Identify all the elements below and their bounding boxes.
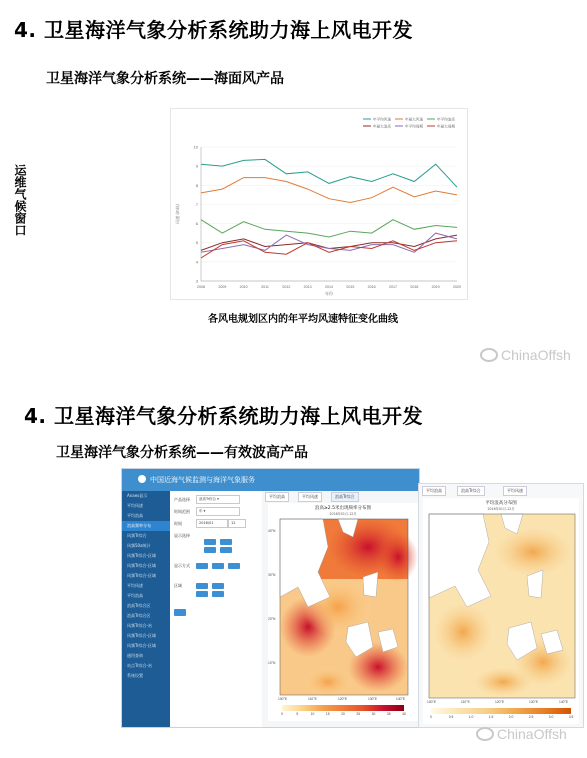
sidebar-item[interactable]: 风频Tr综合-区域 xyxy=(127,633,156,638)
line-chart-svg xyxy=(171,109,467,299)
x-tick-label: 2019 xyxy=(431,285,440,289)
colorbar-left xyxy=(282,705,404,711)
lon-label: 130°E xyxy=(529,700,539,704)
y-tick-label: 3 xyxy=(195,278,198,284)
colorbar-tick-label: 20 xyxy=(341,712,345,716)
colorbar-tick-label: 10 xyxy=(310,712,315,716)
map-subtitle: 2016年01月-12月 xyxy=(487,507,515,511)
sidebar-item[interactable]: 平均风速 xyxy=(127,503,143,508)
sidebar xyxy=(122,491,170,727)
map-area xyxy=(262,491,419,727)
sidebar-item[interactable]: 系统设置 xyxy=(127,673,143,678)
sidebar-item[interactable]: 风频Tr综合-区域 xyxy=(127,573,156,578)
lon-label: 140°E xyxy=(396,697,406,701)
sidebar-item[interactable]: 平均浪高 xyxy=(127,513,143,518)
panel-label: 产品选择 xyxy=(174,497,190,502)
panel-label: 显示方式 xyxy=(174,563,190,568)
x-tick-label: 2008 xyxy=(197,285,205,289)
lon-label: 140°E xyxy=(559,700,569,704)
section1-subtitle: 卫星海洋气象分析系统——海面风产品 xyxy=(46,71,284,87)
colorbar-tick-label: 2.5 xyxy=(528,715,534,719)
x-tick-label: 2015 xyxy=(346,285,355,289)
colorbar-tick-label: 0 xyxy=(430,715,432,719)
x-tick-label: 2014 xyxy=(325,285,333,289)
colorbar-tick-label: 1.0 xyxy=(468,715,474,719)
tab-wave-freq[interactable]: 浪高Tr综合 xyxy=(457,486,485,496)
avg-wave-map xyxy=(423,498,579,724)
region-button[interactable] xyxy=(196,583,208,589)
range-select[interactable]: 年 ▾ xyxy=(196,507,240,516)
colorbar-tick-label: 15 xyxy=(325,712,330,716)
region-button[interactable] xyxy=(212,591,224,597)
tab-avg-wave[interactable]: 平均浪高 xyxy=(422,486,446,496)
avg-wave-screenshot xyxy=(418,483,584,728)
app-logo-icon xyxy=(138,475,146,483)
sidebar-item[interactable]: 浪高Tr综合区 xyxy=(127,603,151,608)
map-title: 平均浪高分布图 xyxy=(485,501,517,506)
y-tick-label: 5 xyxy=(195,240,198,246)
panel-label: 区域 xyxy=(174,583,182,588)
sidebar-item[interactable]: 风频Tr综合-区域 xyxy=(127,563,156,568)
x-tick-label: 2010 xyxy=(239,285,248,289)
wechat-icon xyxy=(476,727,494,741)
series-line xyxy=(201,220,457,237)
legend-label: 年最大浪高 xyxy=(373,124,391,129)
sidebar-item[interactable]: 风频Tr综合-区域 xyxy=(127,553,156,558)
lon-label: 130°E xyxy=(368,697,378,701)
sidebar-item[interactable]: 平均浪高 xyxy=(127,593,143,598)
sidebar-item[interactable]: 通用查询 xyxy=(127,653,143,658)
sidebar-item[interactable]: 站点Tr综合-站 xyxy=(127,663,152,668)
colorbar-tick-label: 40 xyxy=(402,712,406,716)
app-header: 中国近海气候监测与海洋气象服务 xyxy=(122,469,419,491)
lon-label: 110°E xyxy=(461,700,470,704)
y-axis-label: 风速 (m/s) xyxy=(175,204,180,224)
colorbar-ticks xyxy=(282,712,404,718)
series-line xyxy=(201,159,457,187)
x-tick-label: 2017 xyxy=(389,285,397,289)
lat-label: 10°N xyxy=(268,661,276,665)
lat-label: 30°N xyxy=(268,573,276,577)
colorbar-tick-label: 30 xyxy=(371,712,376,716)
sidebar-item[interactable]: 浪高频率分布 xyxy=(122,521,170,531)
lat-label: 20°N xyxy=(268,617,276,621)
colorbar-tick-label: 35 xyxy=(386,712,391,716)
legend-label: 年平均风速 xyxy=(373,117,391,122)
side-label: 运维气候窗口 xyxy=(13,164,27,236)
colorbar-tick-label: 0 xyxy=(281,712,283,716)
system-screenshot xyxy=(121,468,420,728)
display-button[interactable] xyxy=(228,563,240,569)
x-tick-label: 2020 xyxy=(453,285,461,289)
map-title: 浪高≥2.5米出现频率分布图 xyxy=(315,506,371,511)
panel-label: 时间范围 xyxy=(174,509,190,514)
sidebar-item[interactable]: Anaes显示 xyxy=(127,493,148,498)
sidebar-item[interactable]: 风频Tr综合-区域 xyxy=(127,643,156,648)
lon-label: 120°E xyxy=(338,697,348,701)
product-select[interactable]: 浪高Tr综合 ▾ xyxy=(196,495,240,504)
y-tick-label: 7 xyxy=(195,201,198,207)
section1-title: 4. 卫星海洋气象分析系统助力海上风电开发 xyxy=(14,18,413,42)
lon-label: 120°E xyxy=(495,700,505,704)
colorbar-tick-label: 2.0 xyxy=(508,715,514,719)
y-tick-label: 4 xyxy=(195,259,198,265)
y-tick-label: 10 xyxy=(193,144,198,150)
section2-subtitle: 卫星海洋气象分析系统——有效波高产品 xyxy=(56,445,308,461)
x-tick-label: 2012 xyxy=(282,285,291,289)
colorbar-tick-label: 3.5 xyxy=(568,715,574,719)
legend-label: 年平均浪高 xyxy=(437,117,455,122)
heat-map-left xyxy=(268,517,418,717)
legend-label: 年最大周期 xyxy=(437,124,455,129)
option-button[interactable] xyxy=(220,547,232,553)
x-tick-label: 2013 xyxy=(303,285,312,289)
watermark-2: ChinaOffsh xyxy=(476,726,567,742)
tab-avg-wave[interactable]: 平均浪高 xyxy=(265,492,289,502)
control-panel xyxy=(170,491,262,727)
time-end-input[interactable]: 12 xyxy=(228,519,246,528)
option-button[interactable] xyxy=(204,547,216,553)
lon-label: 100°E xyxy=(278,697,288,701)
section2-title: 4. 卫星海洋气象分析系统助力海上风电开发 xyxy=(24,404,423,428)
x-tick-label: 2016 xyxy=(367,285,376,289)
option-button[interactable] xyxy=(220,539,232,545)
sidebar-item[interactable]: 浪高Tr综合区 xyxy=(127,613,151,618)
x-tick-label: 2009 xyxy=(218,285,227,289)
display-button[interactable] xyxy=(196,563,208,569)
colorbar-ticks xyxy=(430,715,574,721)
colorbar-tick-label: 1.5 xyxy=(488,715,494,719)
colorbar-tick-label: 25 xyxy=(356,712,361,716)
colorbar-tick-label: 0.5 xyxy=(448,715,454,719)
colorbar-tick-label: 5 xyxy=(296,712,299,716)
legend-label: 年平均周期 xyxy=(405,124,423,129)
lon-label: 110°E xyxy=(308,697,317,701)
x-tick-label: 2018 xyxy=(410,285,419,289)
time-input[interactable]: 2016/01 xyxy=(196,519,228,528)
panel-label: 显示选择 xyxy=(174,533,190,538)
wechat-icon xyxy=(480,348,498,362)
query-button[interactable] xyxy=(174,609,186,616)
panel-label: 时间 xyxy=(174,521,182,526)
tab-wave-freq[interactable]: 浪高Tr综合 xyxy=(331,492,359,502)
y-tick-label: 9 xyxy=(195,163,198,169)
region-button[interactable] xyxy=(196,591,208,597)
region-button[interactable] xyxy=(212,583,224,589)
colorbar-tick-label: 3.0 xyxy=(548,715,554,719)
option-button[interactable] xyxy=(204,539,216,545)
sidebar-item[interactable]: 风频Tr综合-站 xyxy=(127,623,152,628)
x-tick-label: 2011 xyxy=(261,285,269,289)
series-line xyxy=(201,241,457,258)
chart-caption: 各风电规划区内的年平均风速特征变化曲线 xyxy=(208,314,398,325)
tab-avg-wind[interactable]: 平均风速 xyxy=(298,492,322,502)
wind-speed-chart xyxy=(170,108,468,300)
wave-frequency-map xyxy=(268,503,418,721)
watermark-1: ChinaOffsh xyxy=(480,347,571,363)
colorbar-right xyxy=(431,708,571,714)
heat-map-right xyxy=(423,512,579,712)
y-tick-label: 8 xyxy=(195,182,198,188)
map-subtitle: 2016年01月-12月 xyxy=(329,512,357,516)
x-axis-label: 年份 xyxy=(325,291,333,296)
sidebar-item[interactable]: 风频50a统计 xyxy=(127,543,151,548)
sidebar-item[interactable]: 平均风速 xyxy=(127,583,143,588)
tab-avg-wind[interactable]: 平均风速 xyxy=(503,486,527,496)
lat-label: 40°N xyxy=(268,529,276,533)
display-button[interactable] xyxy=(212,563,224,569)
series-line xyxy=(201,178,457,203)
lon-label: 100°E xyxy=(427,700,437,704)
y-tick-label: 6 xyxy=(195,221,198,227)
sidebar-item[interactable]: 风频Tr综合 xyxy=(127,533,147,538)
legend-label: 年最大风速 xyxy=(405,117,423,122)
